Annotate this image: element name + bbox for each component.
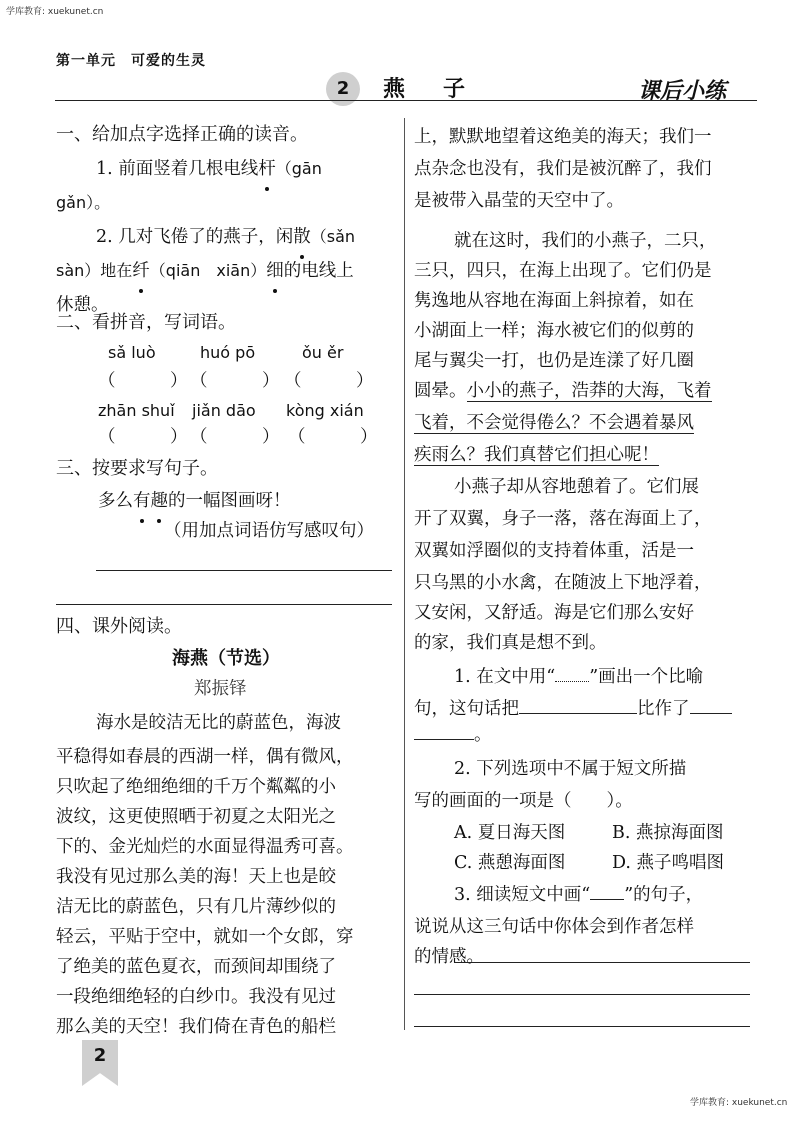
passage-line: 只吹起了绝细绝细的千万个粼粼的小 (56, 777, 336, 797)
underlined-sentence: 小小的燕子，浩莽的大海，飞着 (466, 381, 712, 401)
passage-line: 波纹，这更使照晒于初夏之太阳光之 (56, 807, 336, 827)
passage-line: 双翼如浮圈似的支持着体重，活是一 (414, 541, 694, 561)
subq1-text-d: 比作了 (637, 699, 690, 719)
straight-underline-mark (590, 885, 624, 900)
q1-item1-text: 1. 前面竖着几根电线 (96, 159, 259, 179)
q1-item1-pinyin-cont: gǎn）。 (56, 193, 111, 212)
passage-line: 海水是皎洁无比的蔚蓝色，海波 (96, 713, 341, 733)
passage-line: 隽逸地从容地在海面上斜掠着，如在 (414, 291, 694, 311)
underlined-sentence: 疾雨么？我们真替它们担心呢！ (414, 445, 659, 465)
q1-item2-end: 休憩。 (56, 295, 109, 315)
answer-box-2[interactable] (190, 364, 208, 398)
bracket-open: （ (288, 427, 306, 447)
section-divider (56, 604, 392, 605)
subq3-text-b: ”的句子， (624, 885, 704, 905)
subq1-line3 (414, 718, 492, 752)
subq1-line1 (454, 660, 703, 694)
dotted-char: 纤 (132, 254, 150, 288)
q1-item1-pinyin: （gān (275, 159, 322, 178)
bracket-open: （ (284, 371, 302, 391)
underlined-sentence: 飞着，不会觉得倦么？不会遇着暴风 (414, 413, 694, 433)
q3-sentence-b: 的一幅图画呀！ (168, 491, 291, 511)
passage-line: 又安闲，又舒适。海是它们那么安好 (414, 603, 694, 623)
q1-item1 (96, 152, 322, 186)
passage-line: 三只，四只，在海上出现了。它们仍是 (414, 261, 712, 281)
dotted-char: 散 (293, 220, 311, 254)
passage-line: 了绝美的蓝色夏衣，而颈间却围绕了 (56, 957, 336, 977)
subq1-text-c: 句，这句话把 (414, 699, 519, 719)
practice-label: 课后小练 (638, 79, 727, 104)
unit-title: 第一单元 可爱的生灵 (56, 53, 206, 69)
bracket-open: （ (190, 427, 208, 447)
passage-line: 就在这时，我们的小燕子，二只， (454, 231, 717, 251)
subq1-end: 。 (474, 725, 492, 745)
watermark-bottom: 学库教育: xuekunet.cn (690, 1098, 788, 1108)
passage-line: 那么美的天空！我们倚在青色的船栏 (56, 1017, 336, 1037)
dotted-char: 有 (133, 484, 151, 518)
passage-line: 平稳得如春晨的西湖一样，偶有微风， (56, 747, 354, 767)
answer-box-3-close: ） (356, 371, 374, 391)
dotted-char: 细 (266, 254, 284, 288)
passage-line: 轻云，平贴于空中，就如一个女郎，穿 (56, 927, 354, 947)
dotted-char: 杆 (258, 152, 276, 186)
passage-text: 圆晕。 (414, 381, 467, 401)
q1-item2-text-b: 的电线上 (283, 261, 354, 281)
q2-heading: 二、看拼音，写词语。 (56, 312, 236, 333)
subq3-line3: 的情感。 (414, 947, 484, 967)
pinyin-6: kòng xián (286, 401, 364, 420)
subq2-line2: 写的画面的一项是（ ）。 (414, 791, 633, 811)
pinyin-5: jiǎn dāo (192, 401, 256, 420)
answer-box-3[interactable] (284, 364, 302, 398)
passage-underlined-1 (414, 374, 712, 408)
lesson-number-badge: 2 (326, 72, 360, 106)
passage-underlined-2 (414, 406, 694, 440)
q3-answer-line[interactable] (96, 570, 392, 571)
subq3-text-a: 3. 细读短文中画“ (454, 885, 591, 905)
option-a[interactable]: A. 夏日海天图 (454, 823, 566, 843)
passage-line: 我没有见过那么美的海！天上也是皎 (56, 867, 336, 887)
q1-item2-cont (56, 254, 354, 288)
answer-box-5[interactable] (190, 420, 208, 454)
answer-box-6-close: ） (360, 427, 378, 447)
dotted-char: 趣 (151, 484, 169, 518)
subq3-line1 (454, 878, 703, 912)
bracket-open: （ (190, 371, 208, 391)
q1-item2-pinyin-a: sàn）地在 (56, 261, 133, 280)
option-b[interactable]: B. 燕掠海面图 (612, 823, 724, 843)
pinyin-2: huó pō (200, 343, 256, 362)
q1-item2-text: 2. 几对飞倦了的燕子，闲 (96, 227, 294, 247)
column-divider (404, 118, 405, 1030)
passage-author: 郑振铎 (194, 679, 247, 699)
passage-line: 小湖面上一样；海水被它们的似剪的 (414, 321, 694, 341)
passage-line: 开了双翼，身子一落，落在海面上了， (414, 509, 712, 529)
subq2-line1: 2. 下列选项中不属于短文所描 (454, 759, 687, 779)
passage-line: 只乌黑的小水禽，在随波上下地浮着， (414, 573, 712, 593)
answer-line[interactable] (454, 962, 750, 963)
passage-line: 下的、金光灿烂的水面显得温秀可喜。 (56, 837, 354, 857)
answer-box-5-close: ） (262, 427, 280, 447)
wavy-underline-mark (555, 667, 589, 682)
passage-line: 尾与翼尖一打，也仍是连漾了好几圈 (414, 351, 694, 371)
watermark-top: 学库教育: xuekunet.cn (6, 7, 104, 17)
answer-box-1[interactable] (98, 364, 116, 398)
passage-line: 洁无比的蔚蓝色，只有几片薄纱似的 (56, 897, 336, 917)
subq1-text-a: 1. 在文中用“ (454, 667, 556, 687)
option-d[interactable]: D. 燕子鸣唱图 (612, 853, 725, 873)
q1-heading: 一、给加点字选择正确的读音。 (56, 124, 308, 145)
pinyin-1: sǎ luò (108, 343, 156, 362)
subq3-line2: 说说从这三句话中你体会到作者怎样 (414, 917, 694, 937)
lesson-title: 燕子 (383, 76, 504, 102)
pinyin-4: zhān shuǐ (98, 401, 175, 420)
q4-heading: 四、课外阅读。 (56, 616, 182, 637)
answer-blank[interactable] (690, 695, 732, 714)
passage-line: 小燕子却从容地憩着了。它们展 (454, 477, 699, 497)
q3-instruction: （用加点词语仿写感叹句） (164, 521, 374, 541)
passage-line: 点杂念也没有，我们是被沉醉了，我们 (414, 159, 712, 179)
header-divider (55, 100, 757, 101)
pinyin-3: ǒu ěr (302, 343, 344, 362)
passage-line: 是被带入晶莹的天空中了。 (414, 191, 624, 211)
answer-blank[interactable] (414, 721, 474, 740)
q1-item2-pinyin: （sǎn (310, 227, 356, 246)
passage-underlined-3 (414, 438, 659, 472)
answer-box-6[interactable] (288, 420, 306, 454)
bracket-open: （ (98, 427, 116, 447)
q3-heading: 三、按要求写句子。 (56, 458, 218, 479)
bracket-open: （ (98, 371, 116, 391)
q1-item2-pinyin-b: （qiān xiān） (149, 261, 267, 280)
q3-sentence-a: 多么 (98, 491, 133, 511)
answer-line[interactable] (414, 994, 750, 995)
page-number: 2 (93, 1045, 107, 1066)
passage-line: 的家，我们真是想不到。 (414, 633, 607, 653)
answer-box-2-close: ） (262, 371, 280, 391)
passage-title: 海燕（节选） (172, 648, 280, 669)
passage-line: 一段绝细绝轻的白纱巾。我没有见过 (56, 987, 336, 1007)
answer-box-4[interactable] (98, 420, 116, 454)
q1-item2 (96, 220, 355, 254)
passage-line: 上，默默地望着这绝美的海天；我们一 (414, 127, 712, 147)
answer-box-4-close: ） (170, 427, 188, 447)
answer-line[interactable] (414, 1026, 750, 1027)
q3-sentence (98, 484, 291, 518)
option-c[interactable]: C. 燕憩海面图 (454, 853, 566, 873)
answer-box-1-close: ） (170, 371, 188, 391)
subq1-text-b: ”画出一个比喻 (589, 667, 704, 687)
answer-blank[interactable] (519, 695, 637, 714)
